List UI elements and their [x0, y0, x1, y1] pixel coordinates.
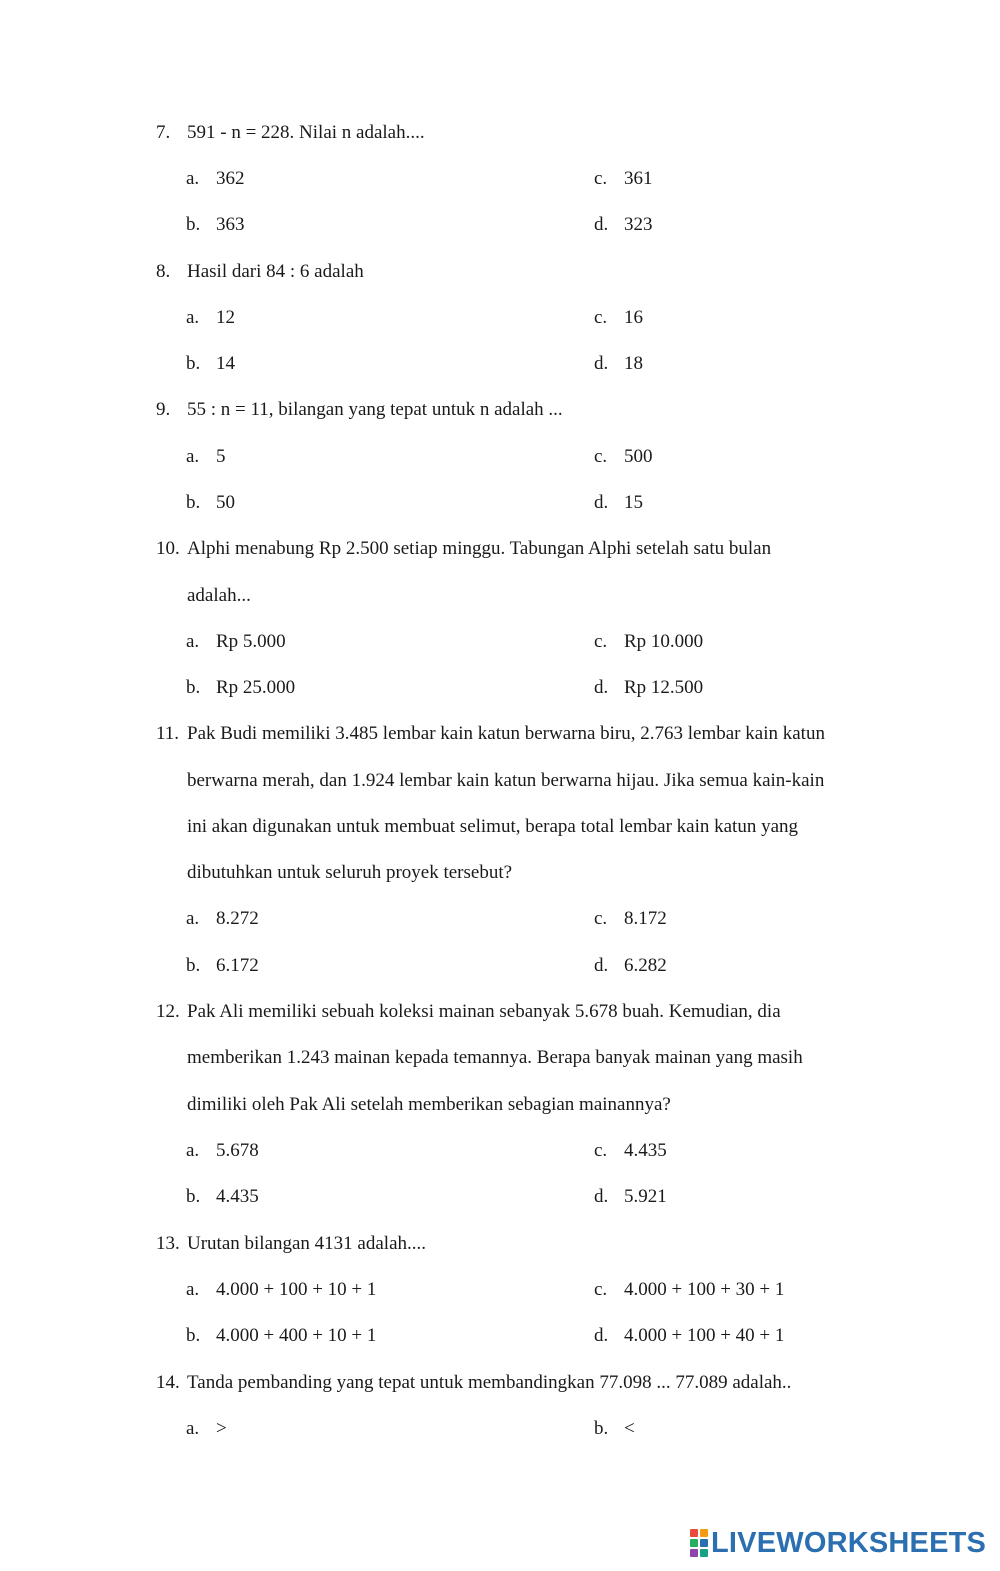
option-b[interactable]: <	[624, 1418, 635, 1439]
option-letter-b: b.	[186, 214, 201, 235]
question-number: 11.	[156, 723, 180, 744]
option-c[interactable]: 500	[624, 446, 653, 467]
option-letter-d: d.	[594, 677, 609, 698]
option-letter-d: d.	[594, 353, 609, 374]
option-letter-a: a.	[186, 446, 200, 467]
option-letter-c: c.	[594, 631, 608, 652]
question-number: 14.	[156, 1372, 180, 1393]
option-b[interactable]: 50	[216, 492, 235, 513]
option-c[interactable]: 8.172	[624, 908, 667, 929]
option-c[interactable]: 16	[624, 307, 643, 328]
option-d[interactable]: 323	[624, 214, 653, 235]
option-letter-d: d.	[594, 492, 609, 513]
option-d[interactable]: 15	[624, 492, 643, 513]
option-letter-a: a.	[186, 1279, 200, 1300]
option-letter-d: d.	[594, 1325, 609, 1346]
option-a[interactable]: Rp 5.000	[216, 631, 286, 652]
option-letter-c: c.	[594, 307, 608, 328]
question-text: 591 - n = 228. Nilai n adalah....	[187, 122, 425, 143]
question-text: Tanda pembanding yang tepat untuk membandingkan 77.098 ... 77.089 adalah..	[187, 1372, 792, 1393]
liveworksheets-logo	[690, 1526, 986, 1560]
option-b[interactable]: Rp 25.000	[216, 677, 296, 698]
logo-text: LIVEWORKSHEETS	[711, 1526, 987, 1559]
option-letter-b: b.	[186, 1325, 201, 1346]
option-c[interactable]: Rp 10.000	[624, 631, 704, 652]
option-d[interactable]: 18	[624, 353, 643, 374]
question-number: 13.	[156, 1233, 180, 1254]
option-letter-b: b.	[186, 955, 201, 976]
question-number: 12.	[156, 1001, 180, 1022]
option-a[interactable]: 12	[216, 307, 235, 328]
option-b[interactable]: 4.000 + 400 + 10 + 1	[216, 1325, 377, 1346]
option-b[interactable]: 14	[216, 353, 235, 374]
logo-blocks-icon	[690, 1529, 708, 1557]
worksheet-page: 7. 591 - n = 228. Nilai n adalah.... a. 362 c. 361 b. 363 d. 323 8. Hasil dari 84 : 6 adalah a. 12 c. 16 b. 14 d. 18 9. 55 : n = 11, bilangan yang tepat untuk n adalah ... a. 5 c. 500 b. 50 d. 15 10. Alphi menabung Rp 2.500 setiap minggu. Tabungan Alphi setelah satu bulan adalah... a. Rp 5.000 c. Rp 10.000 b. Rp 25.000 d. Rp 12.500 11. Pak Budi memiliki 3.485 lembar kain katun berwarna biru, 2.763 lembar kain katun berwarna merah, dan 1.924 lembar kain katun berwarna hijau. Jika semua kain-kain ini akan digunakan untuk membuat selimut, berapa total lembar kain katun yang dibutuhkan untuk seluruh proyek tersebut? a. 8.272 c. 8.172 b. 6.172 d. 6.282 12. Pak Ali memiliki sebuah koleksi mainan sebanyak 5.678 buah. Kemudian, dia memberikan 1.243 mainan kepada temannya. Berapa banyak mainan yang masih dimiliki oleh Pak Ali setelah memberikan sebagian mainannya? a. 5.678 c. 4.435 b. 4.435 d. 5.921 13. Urutan bilangan 4131 adalah.... a. 4.000 + 100 + 10 + 1 c. 4.000 + 100 + 30 + 1 b. 4.000 + 400 + 10 + 1 d. 4.000 + 100 + 40 + 1 14. Tanda pembanding yang tepat untuk membandingkan 77.098 ... 77.089 adalah.. a. > b. < LIVEWORKSHEETS	[156, 122, 987, 1559]
question-text: Hasil dari 84 : 6 adalah	[187, 261, 364, 282]
option-c[interactable]: 361	[624, 168, 653, 189]
option-a[interactable]: 8.272	[216, 908, 259, 929]
question-text: Alphi menabung Rp 2.500 setiap minggu. Tabungan Alphi setelah satu bulan	[187, 538, 772, 559]
option-c[interactable]: 4.000 + 100 + 30 + 1	[624, 1279, 785, 1300]
option-letter-a: a.	[186, 631, 200, 652]
option-letter-c: c.	[594, 446, 608, 467]
option-letter-a: a.	[186, 307, 200, 328]
option-d[interactable]: Rp 12.500	[624, 677, 704, 698]
question-number: 10.	[156, 538, 180, 559]
option-c[interactable]: 4.435	[624, 1140, 667, 1161]
option-letter-c: c.	[594, 1279, 608, 1300]
option-letter-b: b.	[186, 677, 201, 698]
option-letter-c: c.	[594, 1140, 608, 1161]
question-text: Urutan bilangan 4131 adalah....	[187, 1233, 427, 1254]
option-a[interactable]: >	[216, 1418, 227, 1439]
option-d[interactable]: 4.000 + 100 + 40 + 1	[624, 1325, 785, 1346]
option-d[interactable]: 6.282	[624, 955, 667, 976]
option-b[interactable]: 6.172	[216, 955, 259, 976]
option-letter-d: d.	[594, 955, 609, 976]
question-number: 9.	[156, 399, 171, 420]
option-letter-d: d.	[594, 1186, 609, 1207]
question-number: 8.	[156, 261, 171, 282]
question-text: 55 : n = 11, bilangan yang tepat untuk n adalah ...	[187, 399, 563, 420]
option-a[interactable]: 5	[216, 446, 226, 467]
question-text: Pak Ali memiliki sebuah koleksi mainan sebanyak 5.678 buah. Kemudian, dia	[187, 1001, 781, 1022]
option-b[interactable]: 363	[216, 214, 245, 235]
option-letter-b: b.	[186, 492, 201, 513]
option-letter-b: b.	[186, 1186, 201, 1207]
option-letter-a: a.	[186, 908, 200, 929]
option-letter-a: a.	[186, 168, 200, 189]
option-letter-b: b.	[594, 1418, 609, 1439]
option-b[interactable]: 4.435	[216, 1186, 259, 1207]
option-letter-b: b.	[186, 353, 201, 374]
question-text: Pak Budi memiliki 3.485 lembar kain katun berwarna biru, 2.763 lembar kain katun	[187, 723, 825, 744]
option-letter-d: d.	[594, 214, 609, 235]
option-letter-a: a.	[186, 1140, 200, 1161]
option-letter-c: c.	[594, 908, 608, 929]
option-letter-a: a.	[186, 1418, 200, 1439]
question-number: 7.	[156, 122, 171, 143]
option-letter-c: c.	[594, 168, 608, 189]
option-a[interactable]: 5.678	[216, 1140, 259, 1161]
option-d[interactable]: 5.921	[624, 1186, 667, 1207]
option-a[interactable]: 4.000 + 100 + 10 + 1	[216, 1279, 377, 1300]
option-a[interactable]: 362	[216, 168, 245, 189]
